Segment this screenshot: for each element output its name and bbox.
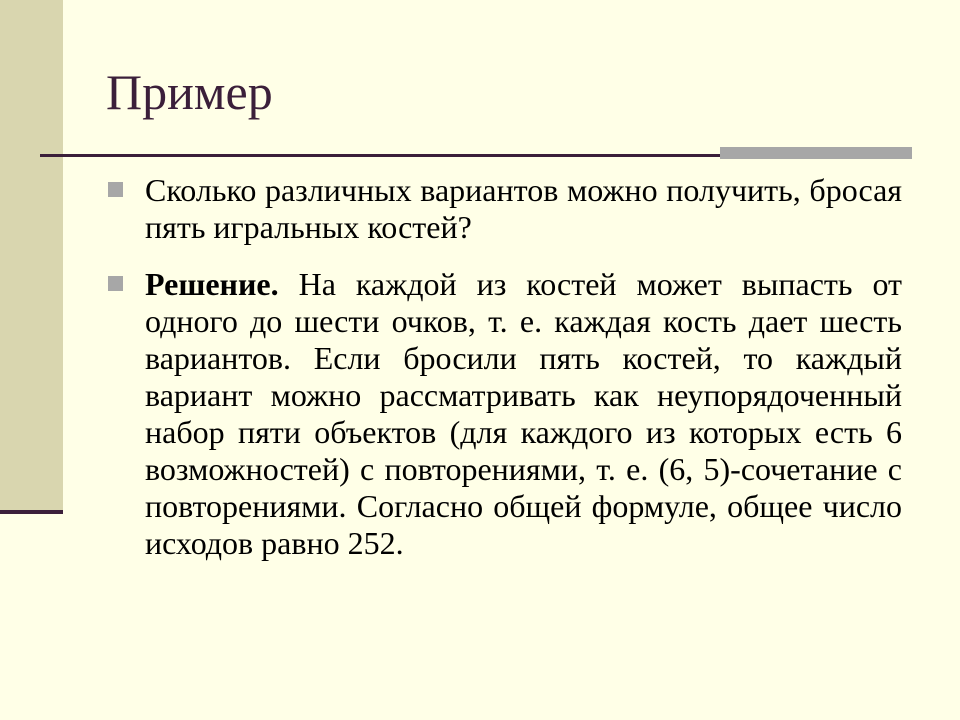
solution-label: Решение. [145, 266, 279, 302]
slide-title: Пример [106, 64, 273, 120]
bullet-solution [106, 266, 902, 562]
left-band-divider [0, 510, 63, 514]
solution-text: На каждой из костей может выпасть от одного до шести очков, т. е. каждая кость дает шесть вариантов. Если бросили пять костей, то каждый вариант можно рассматривать как неупорядоченный набор пяти объектов (для каждого из которых есть 6 возможностей) с повторениями, т. е. (6, 5)-сочетание с повторениями. Согласно общей формуле, общее число исходов равно 252. [145, 266, 902, 561]
question-text: Сколько различных вариантов можно получить, бросая пять игральных костей? [145, 172, 902, 245]
bullet-question [106, 172, 902, 246]
title-accent-bar [720, 147, 912, 159]
left-decorative-band [0, 0, 64, 720]
left-band-fill [0, 0, 63, 510]
square-bullet-icon [108, 276, 123, 291]
square-bullet-icon [108, 182, 123, 197]
slide-content [106, 172, 902, 582]
